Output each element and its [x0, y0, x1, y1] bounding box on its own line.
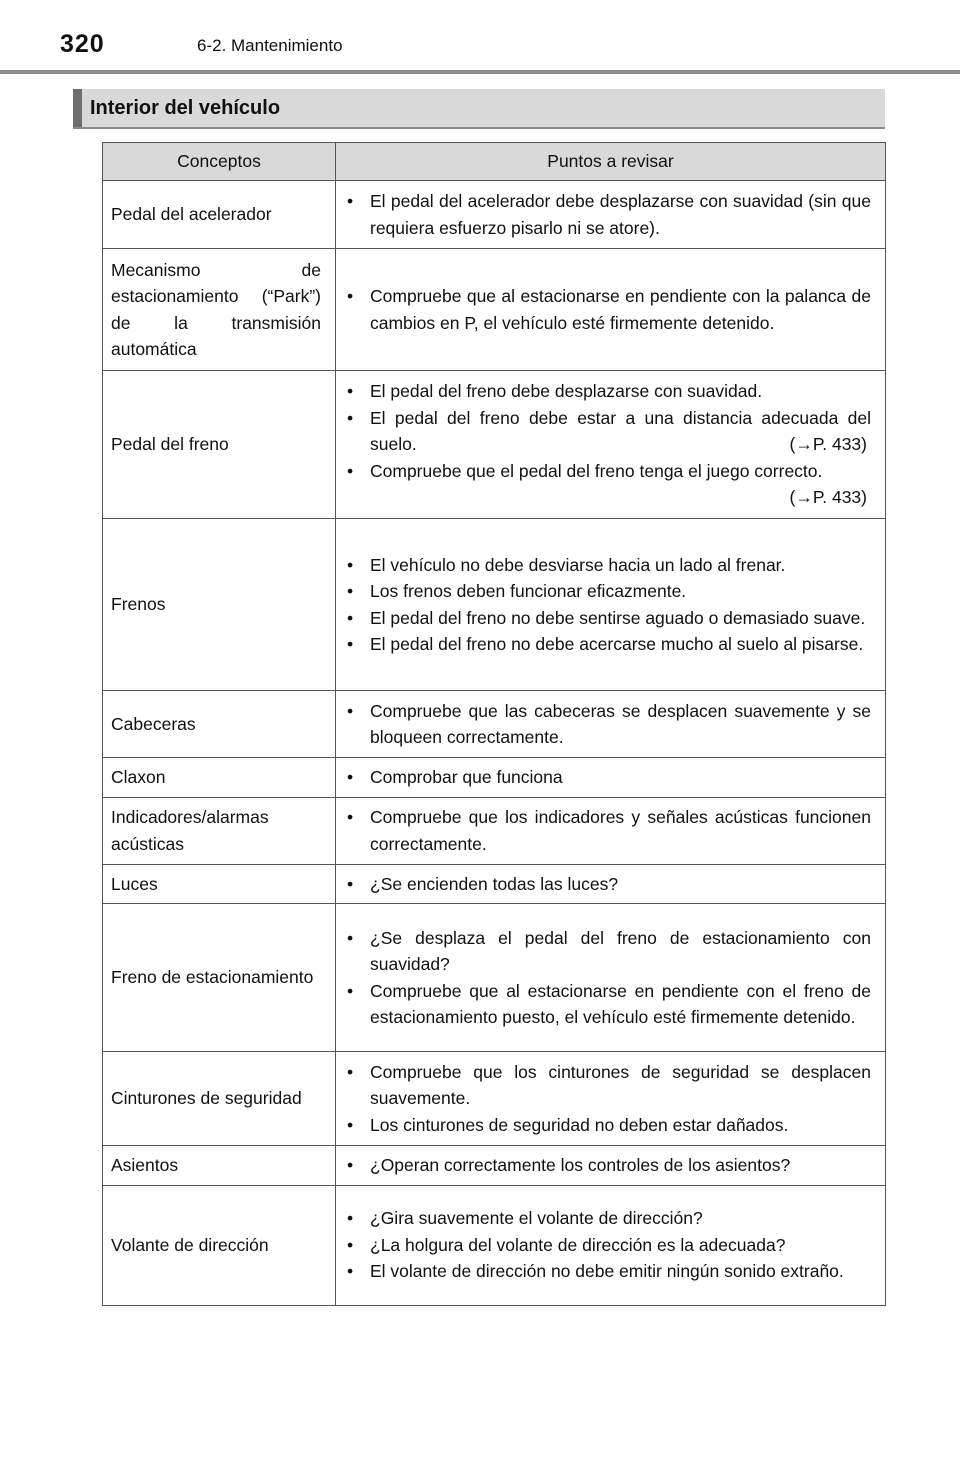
- point-text: El volante de dirección no debe emitir ningún sonido extraño.: [370, 1261, 844, 1282]
- inspection-table: [102, 142, 886, 1306]
- table-row: [103, 691, 886, 758]
- point-text: ¿Se desplaza el pedal del freno de estacionamiento con suavidad?: [370, 927, 871, 974]
- point-text: Los frenos deben funcionar eficazmente.: [370, 581, 687, 601]
- table-row: [103, 864, 886, 904]
- point-text: El pedal del freno no debe acercarse mucho al suelo al pisarse.: [370, 634, 864, 654]
- table-row: [103, 904, 886, 1052]
- concept-cell: Asientos: [103, 1146, 336, 1186]
- point-text: El pedal del freno no debe sentirse aguado o demasiado suave.: [370, 607, 866, 628]
- bullet-icon: •: [347, 554, 354, 575]
- point-text: El pedal del acelerador debe desplazarse con suavidad (sin que requiera esfuerzo pisarlo ni se atore).: [370, 191, 871, 238]
- bullet-icon: •: [347, 460, 354, 481]
- bullet-icon: •: [347, 1261, 354, 1282]
- bullet-icon: •: [347, 1155, 354, 1175]
- concept-cell: Pedal del acelerador: [103, 181, 336, 249]
- bullet-icon: •: [347, 807, 354, 827]
- list-item: [344, 578, 871, 605]
- table-row: [103, 1185, 886, 1305]
- list-item: [344, 1205, 871, 1232]
- points-cell: [336, 519, 886, 691]
- points-list: [344, 698, 871, 751]
- points-cell: [336, 249, 886, 371]
- list-item: [344, 804, 871, 857]
- concept-cell: Freno de estacionamiento: [103, 904, 336, 1052]
- table-row: [103, 758, 886, 798]
- points-list: [344, 804, 871, 857]
- points-cell: [336, 904, 886, 1052]
- point-text: ¿La holgura del volante de dirección es la adecuada?: [370, 1234, 786, 1255]
- bullet-icon: •: [347, 873, 354, 894]
- points-list: [344, 283, 871, 336]
- list-item: [344, 978, 871, 1031]
- point-text: Compruebe que al estacionarse en pendiente con la palanca de cambios en P, el vehículo esté firmemente detenido.: [370, 286, 871, 333]
- bullet-icon: •: [347, 286, 354, 306]
- page-header: [0, 0, 960, 72]
- bullet-icon: •: [347, 700, 354, 721]
- table-row: [103, 797, 886, 864]
- point-text: Comprobar que funciona: [370, 767, 563, 787]
- bullet-icon: •: [347, 980, 354, 1001]
- list-item: [344, 188, 871, 241]
- list-item: [344, 764, 871, 791]
- points-list: [344, 552, 871, 658]
- header-rule: [0, 70, 960, 74]
- page-reference-link[interactable]: (→P. 433): [789, 434, 867, 455]
- point-text: Los cinturones de seguridad no deben estar dañados.: [370, 1114, 789, 1135]
- list-item: [344, 1152, 871, 1179]
- bullet-icon: •: [347, 1234, 354, 1255]
- points-cell: [336, 1146, 886, 1186]
- list-item: [344, 458, 871, 508]
- point-text: Compruebe que los cinturones de seguridad se desplacen suavemente.: [370, 1061, 871, 1109]
- points-list: [344, 378, 871, 508]
- list-item: [344, 283, 871, 336]
- bullet-icon: •: [347, 927, 354, 948]
- points-list: [344, 188, 871, 241]
- list-item: [344, 871, 871, 898]
- bullet-icon: •: [347, 607, 354, 628]
- bullet-icon: •: [347, 407, 354, 428]
- points-cell: [336, 797, 886, 864]
- concept-cell: Volante de dirección: [103, 1185, 336, 1305]
- section-title-accent: [73, 89, 82, 127]
- points-list: [344, 1152, 871, 1179]
- concept-cell: Frenos: [103, 519, 336, 691]
- table-row: [103, 519, 886, 691]
- column-header-points: Puntos a revisar: [336, 143, 886, 181]
- list-item: [344, 1232, 871, 1259]
- list-item: [344, 1059, 871, 1112]
- table-body: [103, 181, 886, 1306]
- points-cell: [336, 181, 886, 249]
- point-text: ¿Operan correctamente los controles de los asientos?: [370, 1155, 791, 1175]
- concept-cell: Luces: [103, 864, 336, 904]
- points-cell: [336, 1052, 886, 1146]
- list-item: [344, 1258, 871, 1285]
- list-item: [344, 405, 871, 458]
- bullet-icon: •: [347, 1114, 354, 1135]
- table-row: [103, 1146, 886, 1186]
- table-row: [103, 249, 886, 371]
- point-text: Compruebe que el pedal del freno tenga el juego correcto.: [370, 460, 823, 481]
- bullet-icon: •: [347, 1208, 354, 1229]
- concept-cell: Mecanismo de estacionamiento (“Park”) de la transmisión automática: [103, 249, 336, 371]
- point-text: Compruebe que al estacionarse en pendiente con el freno de estacionamiento puesto, el vehículo esté firmemente detenido.: [370, 980, 871, 1027]
- concept-cell: Claxon: [103, 758, 336, 798]
- column-header-concepts: Conceptos: [103, 143, 336, 181]
- list-item: [344, 1112, 871, 1139]
- section-title-bar: [73, 89, 885, 129]
- list-item: [344, 378, 871, 405]
- point-text: Compruebe que los indicadores y señales acústicas funcionen correctamente.: [370, 807, 871, 854]
- points-list: [344, 871, 871, 898]
- points-cell: [336, 371, 886, 519]
- concept-cell: Cinturones de seguridad: [103, 1052, 336, 1146]
- list-item: [344, 698, 871, 751]
- concept-cell: Indicadores/alarmas acústicas: [103, 797, 336, 864]
- page-reference-link[interactable]: (→P. 433): [789, 487, 867, 508]
- table-row: [103, 371, 886, 519]
- list-item: [344, 605, 871, 632]
- table-row: [103, 1052, 886, 1146]
- points-cell: [336, 758, 886, 798]
- table-header-row: [103, 143, 886, 181]
- point-text: El pedal del freno debe estar a una distancia adecuada del suelo.: [370, 407, 871, 455]
- chapter-label: 6-2. Mantenimiento: [197, 36, 343, 55]
- point-text: ¿Gira suavemente el volante de dirección?: [370, 1208, 703, 1229]
- bullet-icon: •: [347, 767, 354, 787]
- point-text: Compruebe que las cabeceras se desplacen suavemente y se bloqueen correctamente.: [370, 700, 871, 747]
- section-title: Interior del vehículo: [90, 97, 281, 119]
- points-cell: [336, 1185, 886, 1305]
- points-list: [344, 925, 871, 1031]
- point-text: ¿Se encienden todas las luces?: [370, 873, 619, 894]
- bullet-icon: •: [347, 1061, 354, 1082]
- points-cell: [336, 864, 886, 904]
- concept-cell: Pedal del freno: [103, 371, 336, 519]
- points-list: [344, 1205, 871, 1285]
- concept-cell: Cabeceras: [103, 691, 336, 758]
- bullet-icon: •: [347, 381, 354, 402]
- points-cell: [336, 691, 886, 758]
- list-item: [344, 925, 871, 978]
- points-list: [344, 764, 871, 791]
- points-list: [344, 1059, 871, 1139]
- list-item: [344, 552, 871, 579]
- point-text: El pedal del freno debe desplazarse con suavidad.: [370, 381, 763, 402]
- point-text: El vehículo no debe desviarse hacia un lado al frenar.: [370, 554, 786, 575]
- bullet-icon: •: [347, 191, 354, 211]
- page-number: 320: [60, 30, 105, 58]
- table-row: [103, 181, 886, 249]
- list-item: [344, 631, 871, 658]
- bullet-icon: •: [347, 581, 354, 601]
- bullet-icon: •: [347, 634, 354, 654]
